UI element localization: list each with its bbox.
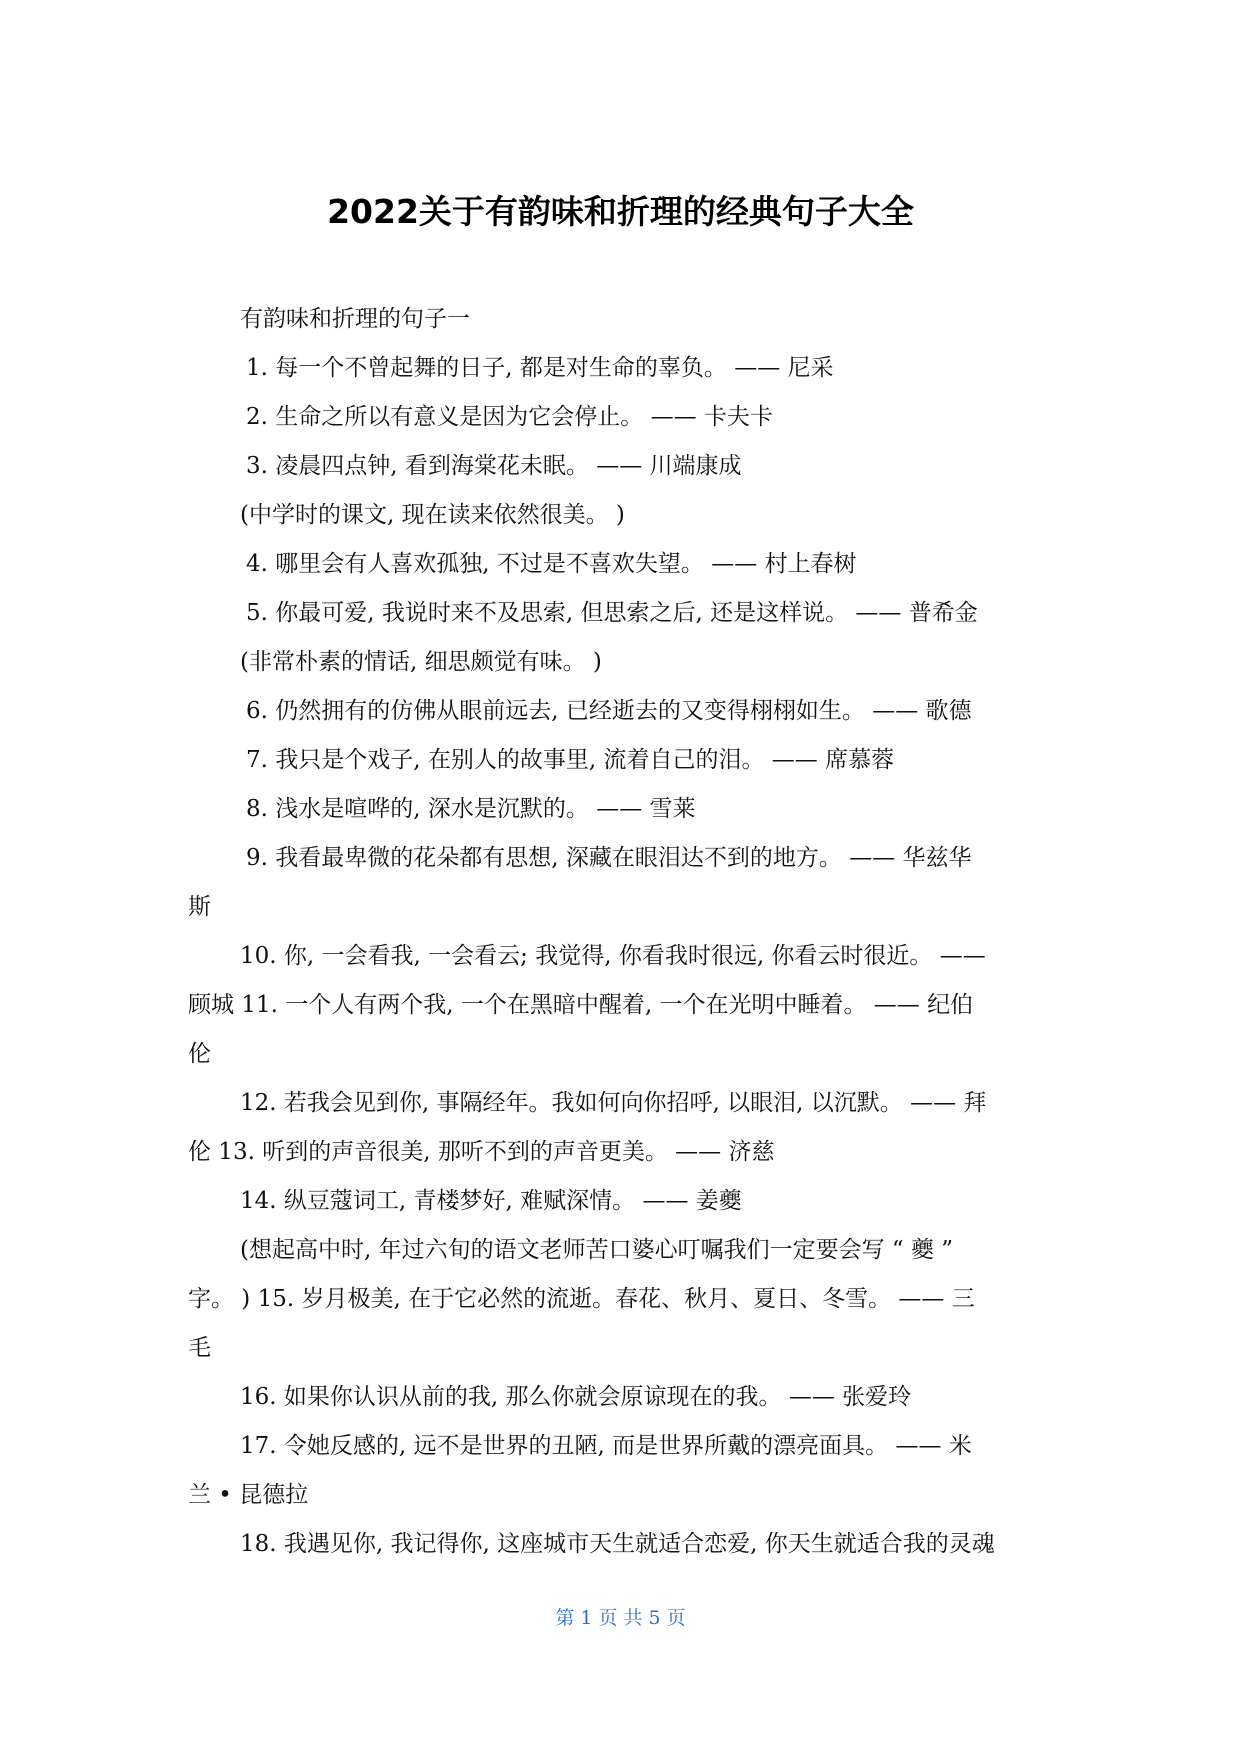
page-footer: 第 1 页 共 5 页 xyxy=(555,1607,686,1629)
text-line: 8. 浅水是喧哗的, 深水是沉默的。 —— 雪莱 xyxy=(246,796,696,822)
text-line: 字。 ) 15. 岁月极美, 在于它必然的流逝。春花、秋月、夏日、冬雪。 —— 三 xyxy=(188,1286,975,1312)
text-line: 3. 凌晨四点钟, 看到海棠花未眠。 —— 川端康成 xyxy=(246,453,742,479)
text-line: 顾城 11. 一个人有两个我, 一个在黑暗中醒着, 一个在光明中睡着。 —— 纪伯 xyxy=(188,992,974,1018)
text-line: 4. 哪里会有人喜欢孤独, 不过是不喜欢失望。 —— 村上春树 xyxy=(246,551,857,577)
text-line: 7. 我只是个戏子, 在别人的故事里, 流着自己的泪。 —— 席慕蓉 xyxy=(246,747,895,773)
text-line: 14. 纵豆蔻词工, 青楼梦好, 难赋深情。 —— 姜夔 xyxy=(240,1188,742,1214)
text-line: 5. 你最可爱, 我说时来不及思索, 但思索之后, 还是这样说。 —— 普希金 xyxy=(246,600,978,626)
text-line: (非常朴素的情话, 细思颇觉有味。 ) xyxy=(240,649,602,675)
text-line: 9. 我看最卑微的花朵都有思想, 深藏在眼泪达不到的地方。 —— 华兹华 xyxy=(246,845,972,871)
section-heading: 有韵味和折理的句子一 xyxy=(240,306,470,332)
text-line: 10. 你, 一会看我, 一会看云; 我觉得, 你看我时很远, 你看云时很近。 —— xyxy=(240,943,986,969)
text-line: (想起高中时, 年过六旬的语文老师苦口婆心叮嘱我们一定要会写 “ 夔 ” xyxy=(240,1237,954,1263)
document-title: 2022关于有韵味和折理的经典句子大全 xyxy=(327,192,914,231)
text-line: 毛 xyxy=(188,1335,211,1361)
text-line: 2. 生命之所以有意义是因为它会停止。 —— 卡夫卡 xyxy=(246,404,773,430)
text-line: 伦 xyxy=(188,1041,211,1067)
text-line: 18. 我遇见你, 我记得你, 这座城市天生就适合恋爱, 你天生就适合我的灵魂 xyxy=(240,1531,995,1557)
text-line: 斯 xyxy=(188,894,211,920)
text-line: (中学时的课文, 现在读来依然很美。 ) xyxy=(240,502,625,528)
text-line: 17. 令她反感的, 远不是世界的丑陋, 而是世界所戴的漂亮面具。 —— 米 xyxy=(240,1433,972,1459)
text-line: 兰 • 昆德拉 xyxy=(188,1482,309,1508)
text-line: 1. 每一个不曾起舞的日子, 都是对生命的辜负。 —— 尼采 xyxy=(246,355,834,381)
text-line: 12. 若我会见到你, 事隔经年。我如何向你招呼, 以眼泪, 以沉默。 —— 拜 xyxy=(240,1090,987,1116)
text-line: 6. 仍然拥有的仿佛从眼前远去, 已经逝去的又变得栩栩如生。 —— 歌德 xyxy=(246,698,972,724)
text-line: 伦 13. 听到的声音很美, 那听不到的声音更美。 —— 济慈 xyxy=(188,1139,775,1165)
text-line: 16. 如果你认识从前的我, 那么你就会原谅现在的我。 —— 张爱玲 xyxy=(240,1384,912,1410)
